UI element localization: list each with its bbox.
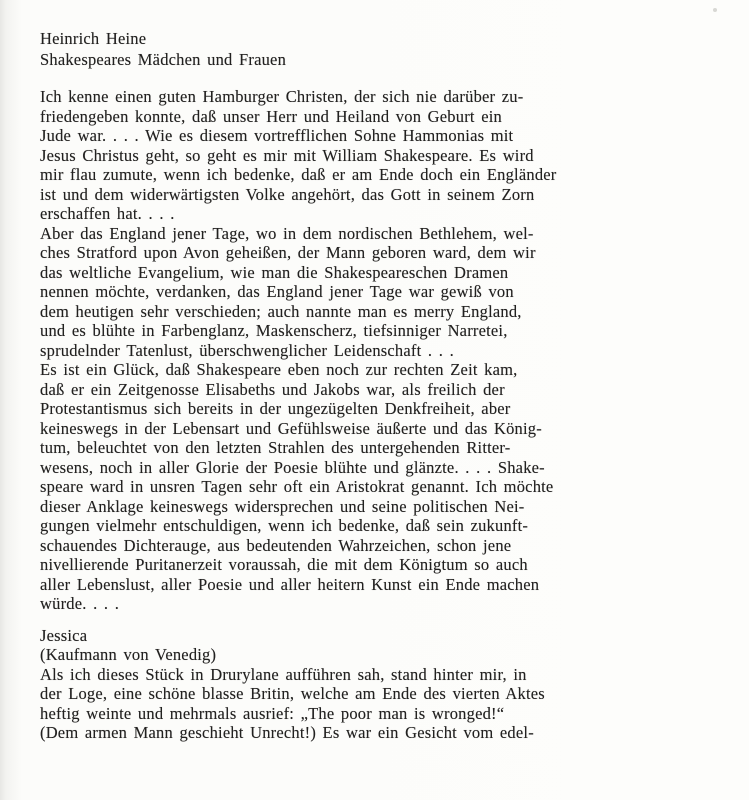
- text-line: Aber das England jener Tage, wo in dem nordischen Bethlehem, wel-: [40, 223, 534, 243]
- essay-introduction-paragraphs: [40, 87, 720, 614]
- text-line: und es blühte in Farbenglanz, Maskenscherz, tiefsinniger Narretei,: [40, 321, 508, 340]
- text-line: Als ich dieses Stück in Drurylane aufführen sah, stand hinter mir, in: [40, 664, 527, 684]
- scan-artifact-speck: [713, 8, 717, 12]
- jessica-section-paragraph: [40, 665, 720, 743]
- title-line: Shakespeares Mädchen und Frauen: [40, 50, 287, 69]
- section-title: Jessica: [40, 625, 88, 645]
- text-line: (Dem armen Mann geschieht Unrecht!) Es war ein Gesicht vom edel-: [40, 723, 534, 742]
- text-line: sprudelnder Tatenlust, überschwenglicher Leidenschaft . . .: [40, 340, 454, 360]
- text-line: aller Lebenslust, aller Poesie und aller heitern Kunst ein Ende machen: [40, 574, 540, 594]
- text-line: würde. . . .: [40, 594, 120, 613]
- text-line: tum, beleuchtet von den letzten Strahlen des untergehenden Ritter-: [40, 438, 511, 457]
- text-line: Ich kenne einen guten Hamburger Christen, der sich nie darüber zu-: [40, 87, 524, 106]
- text-line: dieser Anklage keineswegs widersprechen und seine politischen Nei-: [40, 496, 525, 516]
- text-line: Jesus Christus geht, so geht es mir mit William Shakespeare. Es wird: [40, 145, 534, 165]
- text-line: der Loge, eine schöne blasse Britin, welche am Ende des vierten Aktes: [40, 684, 545, 703]
- section-subtitle: (Kaufmann von Venedig): [40, 645, 217, 664]
- text-line: ist und dem widerwärtigsten Volke angehört, das Gott in seinem Zorn: [40, 184, 535, 204]
- text-line: Jude war. . . . Wie es diesem vortrefflichen Sohne Hammonias mit: [40, 126, 514, 145]
- page-text-block: [40, 28, 720, 743]
- text-line: speare ward in unsren Tagen sehr oft ein Aristokrat genannt. Ich möchte: [40, 477, 554, 496]
- text-line: wesens, noch in aller Glorie der Poesie blühte und glänzte. . . . Shake-: [40, 457, 545, 477]
- text-line: mir flau zumute, wenn ich bedenke, daß er am Ende doch ein Engländer: [40, 165, 557, 184]
- text-line: erschaffen hat. . . .: [40, 204, 175, 223]
- text-line: dem heutigen sehr verschieden; auch nannte man es merry England,: [40, 301, 522, 321]
- text-line: friedengeben konnte, daß unser Herr und Heiland von Geburt ein: [40, 106, 502, 126]
- text-line: schauendes Dichterauge, aus bedeutenden Wahrzeichen, schon jene: [40, 535, 512, 555]
- page-header: [40, 28, 720, 70]
- text-line: heftig weinte und mehrmals ausrief: „The poor man is wronged!“: [40, 703, 505, 723]
- text-line: ches Stratford upon Avon geheißen, der Mann geboren ward, dem wir: [40, 243, 536, 262]
- text-line: das weltliche Evangelium, wie man die Shakespeareschen Dramen: [40, 262, 509, 282]
- text-line: keineswegs in der Lebensart und Gefühlsweise äußerte und das König-: [40, 418, 542, 438]
- text-line: Es ist ein Glück, daß Shakespeare eben noch zur rechten Zeit kam,: [40, 360, 518, 379]
- jessica-section: [40, 626, 720, 743]
- text-line: Protestantismus sich bereits in der ungezügelten Denkfreiheit, aber: [40, 399, 511, 418]
- text-line: daß er ein Zeitgenosse Elisabeths und Jakobs war, als freilich der: [40, 379, 505, 399]
- author-line: Heinrich Heine: [40, 29, 147, 48]
- text-line: gungen vielmehr entschuldigen, wenn ich bedenke, daß sein zukunft-: [40, 516, 529, 535]
- text-line: nivellierende Puritanerzeit voraussah, die mit dem Königtum so auch: [40, 555, 528, 574]
- text-line: nennen möchte, verdanken, das England jener Tage war gewiß von: [40, 282, 514, 301]
